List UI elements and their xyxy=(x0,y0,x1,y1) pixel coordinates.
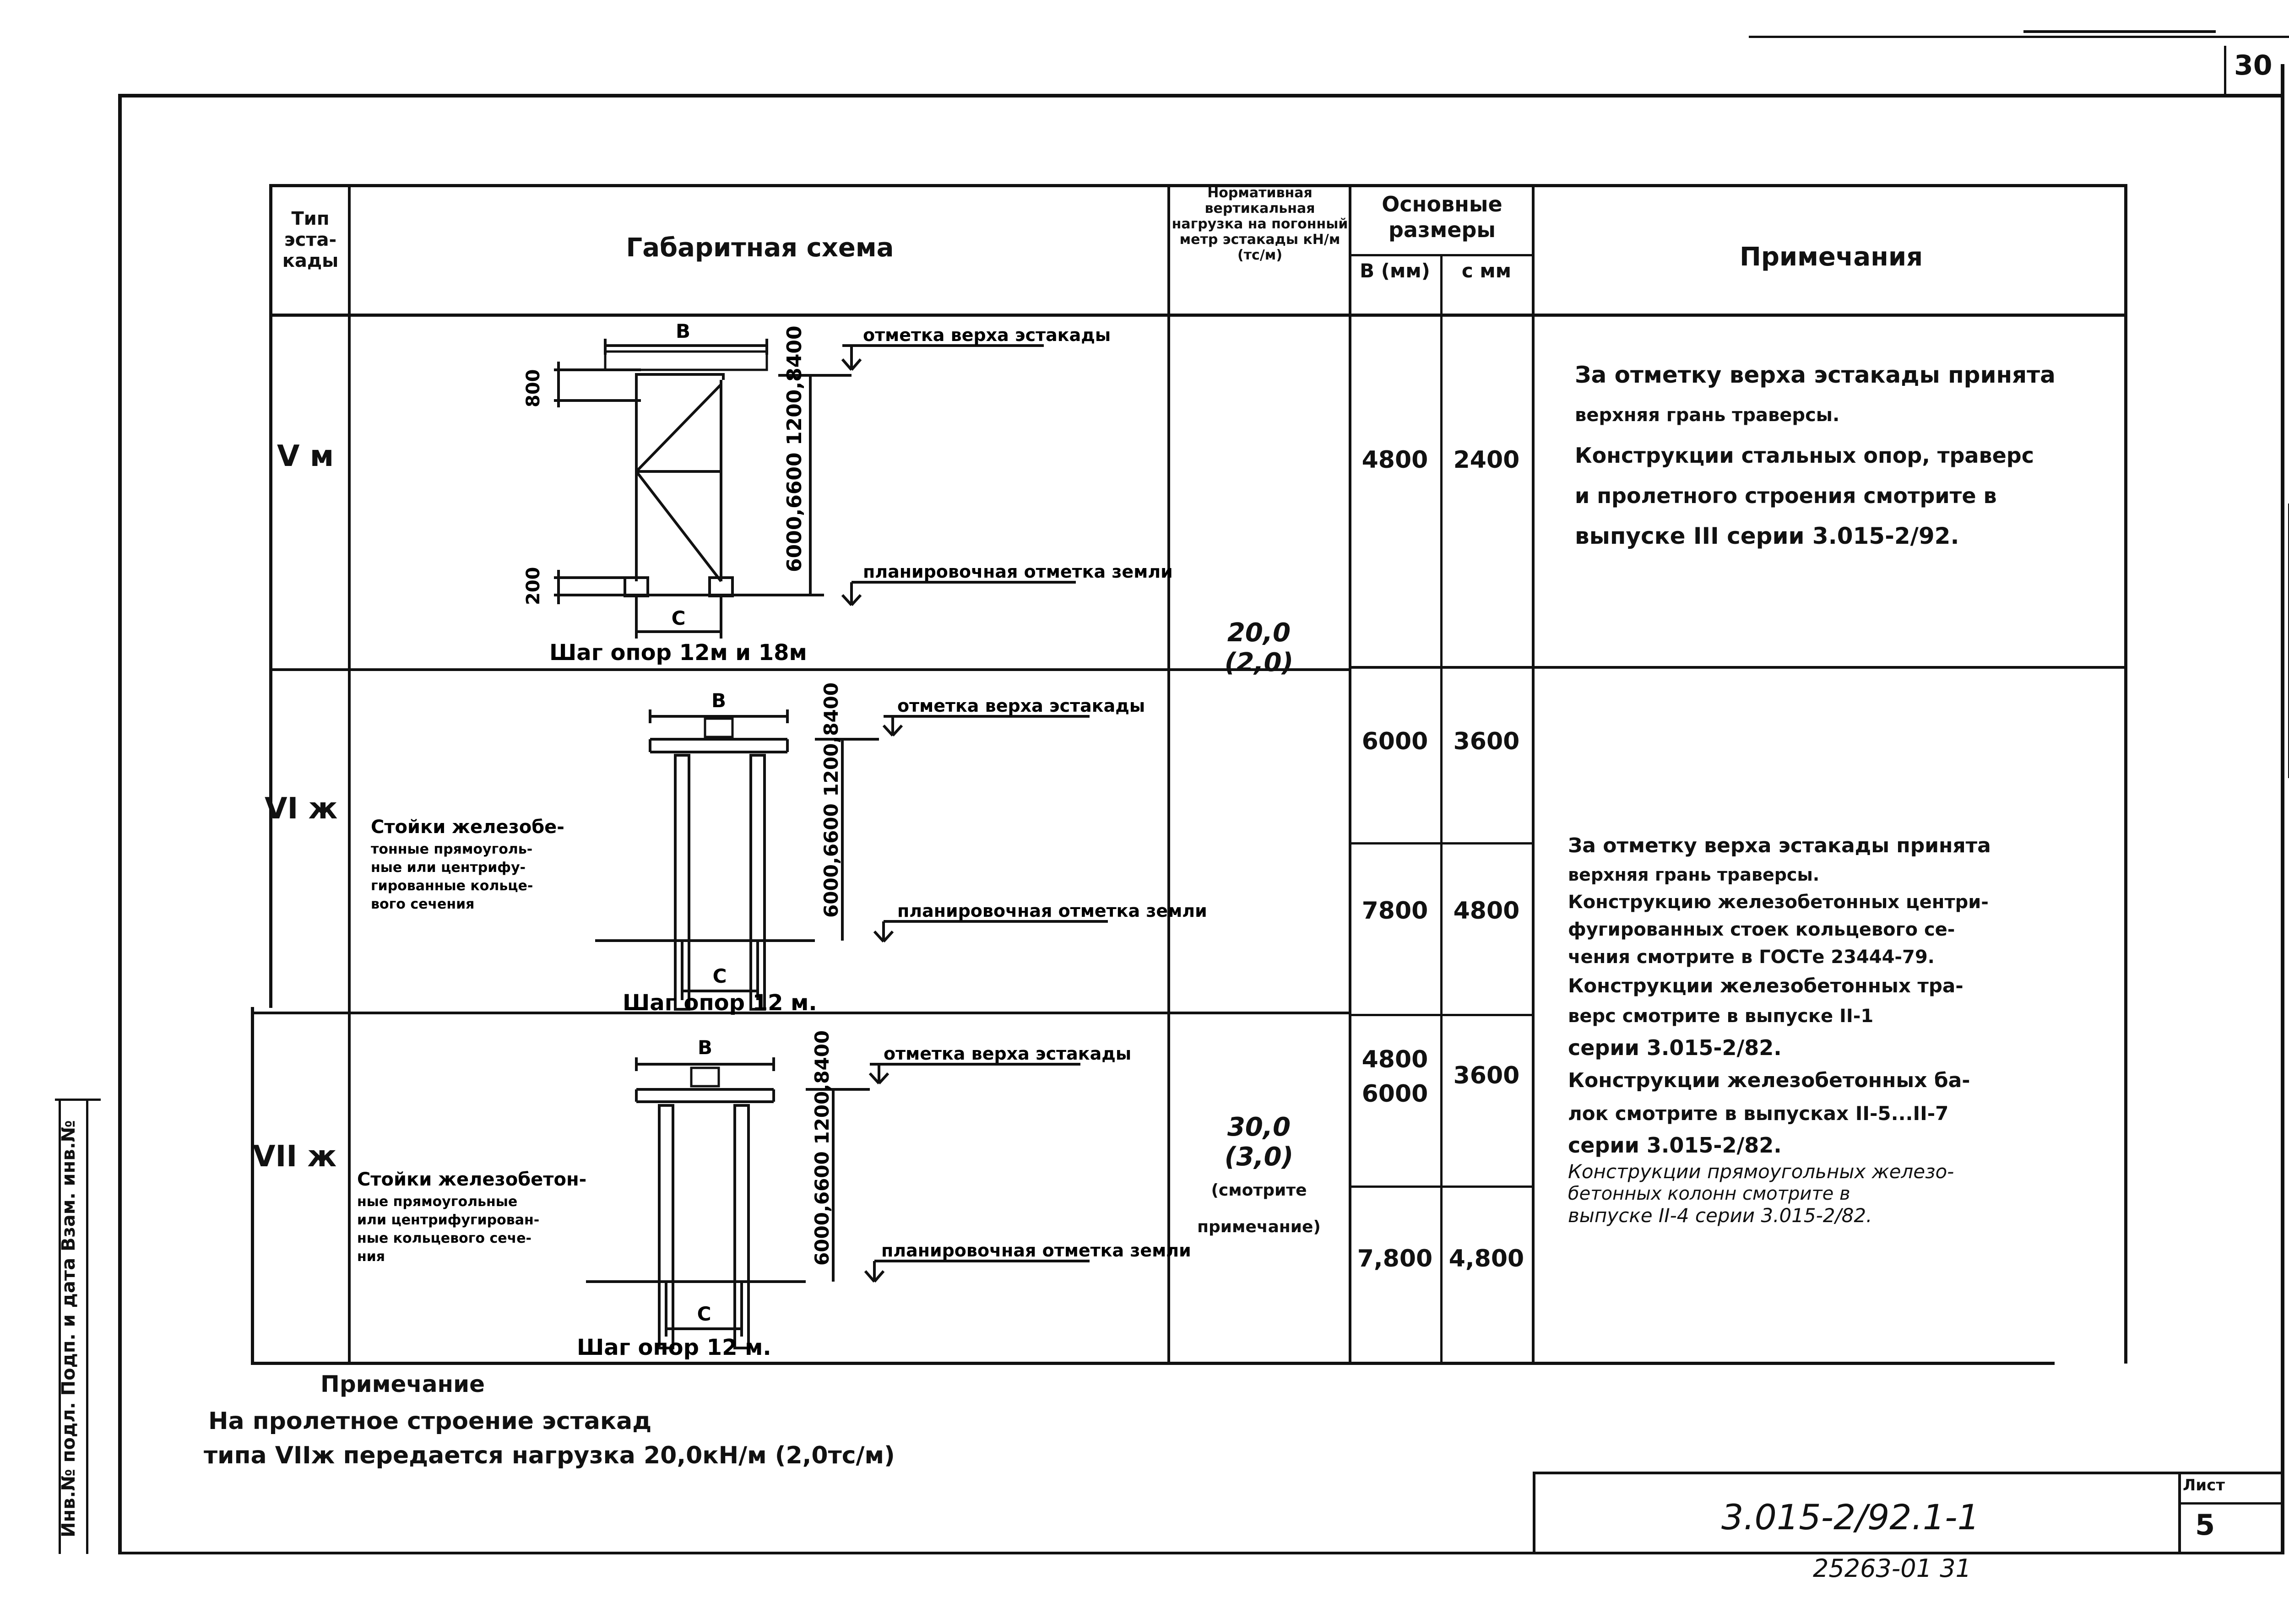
dims-header-split xyxy=(1349,254,1533,256)
rc-support-svg-1 xyxy=(357,671,1207,1016)
row3-top-mark: отметка верха эстакады xyxy=(884,1044,1132,1064)
rc-support-svg-2 xyxy=(348,1014,1191,1362)
notes-group2 xyxy=(1568,831,2124,1227)
notes-g2-line-11: серии 3.015-2/82. xyxy=(1568,1133,1782,1158)
row2-col-note-3: ные или центрифу- xyxy=(371,860,526,876)
top-stroke-2 xyxy=(2023,30,2216,33)
header-notes: Примечания xyxy=(1739,242,1923,272)
frame-right-line xyxy=(2281,64,2284,1554)
row3-b-3: 7,800 xyxy=(1357,1245,1433,1272)
row2-col-note-4: гированные кольце- xyxy=(371,878,533,894)
row2-label-c: С xyxy=(712,965,727,987)
diagram-row-3 xyxy=(348,1014,1191,1362)
row3-col-note-2: ные прямоугольные xyxy=(357,1194,518,1210)
row-sep-1-right xyxy=(1349,666,2127,669)
stamp-line-2 xyxy=(86,1099,88,1554)
row1-b: 4800 xyxy=(1361,446,1428,474)
notes-g2-italic-3: выпуске II-4 серии 3.015-2/82. xyxy=(1568,1204,1872,1227)
sheet-label: Лист xyxy=(2183,1476,2225,1494)
header-b: В (мм) xyxy=(1360,260,1430,282)
notes-g2-line-3: Конструкцию железобетонных центри- xyxy=(1568,892,1989,913)
row-sep-dims-7800-4800 xyxy=(1349,1014,1533,1016)
notes-g2-line-1: За отметку верха эстакады принята xyxy=(1568,834,1991,857)
sheet-no: 5 xyxy=(2195,1508,2215,1542)
row2-height-dims: 6000,6600 1200,8400 xyxy=(820,682,842,918)
notes-g1-line-1: За отметку верха эстакады принята xyxy=(1575,362,2056,388)
frame-left-line xyxy=(118,94,122,1554)
table-left xyxy=(269,184,272,1008)
row2-c-1: 3600 xyxy=(1453,728,1520,755)
notes-g2-line-7: верс смотрите в выпуске II-1 xyxy=(1568,1006,1874,1027)
header-type: Тип эста-кады xyxy=(282,208,339,271)
footnote-line-1: На пролетное строение эстакад xyxy=(208,1407,652,1435)
load-group2-note: примечание) xyxy=(1197,1218,1321,1236)
row1-label-c: С xyxy=(671,607,686,629)
row-type-1: V м xyxy=(277,439,334,473)
load-group2-value: 30,0 xyxy=(1227,1112,1291,1142)
row3-col-note-3: или центрифугирован- xyxy=(357,1212,540,1228)
row1-top-mark: отметка верха эстакады xyxy=(863,325,1111,345)
notes-g2-line-10: лок смотрите в выпусках II-5...II-7 xyxy=(1568,1102,1949,1125)
notes-g2-line-8: серии 3.015-2/82. xyxy=(1568,1035,1782,1060)
bottom-code: 25263-01 31 xyxy=(1813,1554,1971,1583)
load-group2-see: (смотрите xyxy=(1211,1181,1307,1200)
header-scheme: Габаритная схема xyxy=(626,233,894,263)
row-type-3: VII ж xyxy=(253,1140,337,1174)
row1-dim-bottom: 200 xyxy=(523,567,544,605)
row-sep-dims-last xyxy=(1349,1186,1533,1188)
row-type-2: VI ж xyxy=(265,792,338,826)
diagram-row-1 xyxy=(504,316,1173,668)
sheet-number-top: 30 xyxy=(2234,49,2273,81)
row3-label-b: В xyxy=(697,1036,713,1059)
row3-b-1: 4800 xyxy=(1361,1046,1428,1073)
row2-col-note-2: тонные прямоуголь- xyxy=(371,841,533,857)
stamp-line-3 xyxy=(55,1099,101,1101)
row1-height-dims: 6000,6600 1200,8400 xyxy=(783,325,806,572)
notes-g1-line-2: верхняя грань траверсы. xyxy=(1575,405,1840,426)
sheet-number-box-left xyxy=(2224,46,2226,96)
row2-c-2: 4800 xyxy=(1453,897,1520,925)
notes-g2-italic-2: бетонных колонн смотрите в xyxy=(1568,1183,1850,1204)
notes-g1-line-4: и пролетного строения смотрите в xyxy=(1575,483,1997,508)
titleblock-sheet-sep xyxy=(2178,1472,2181,1554)
notes-g2-line-4: фугированных стоек кольцевого се- xyxy=(1568,919,1955,940)
doc-code: 3.015-2/92.1-1 xyxy=(1721,1497,1980,1537)
header-c: с мм xyxy=(1461,260,1512,282)
notes-g2-italic-1: Конструкции прямоугольных железо- xyxy=(1568,1160,1954,1183)
row3-height-dims: 6000,6600 1200,8400 xyxy=(811,1030,833,1266)
load-group1-paren: (2,0) xyxy=(1224,648,1294,677)
row2-ground-mark: планировочная отметка земли xyxy=(897,901,1207,921)
titleblock-left xyxy=(1533,1472,1535,1554)
table-left-lower xyxy=(251,1007,254,1364)
notes-g2-line-9: Конструкции железобетонных ба- xyxy=(1568,1069,1970,1092)
titleblock-sheet-mid xyxy=(2178,1502,2284,1505)
steel-support-svg xyxy=(504,316,1173,668)
row3-col-note-5: ния xyxy=(357,1249,385,1265)
notes-group1 xyxy=(1575,355,2124,556)
row2-label-b: В xyxy=(711,689,727,712)
notes-g2-line-6: Конструкции железобетонных тра- xyxy=(1568,974,1964,997)
diagram-row-2 xyxy=(357,671,1207,1016)
row3-ground-mark: планировочная отметка земли xyxy=(881,1240,1191,1261)
col-sep-scheme xyxy=(1167,184,1170,1364)
row1-c: 2400 xyxy=(1453,446,1520,474)
header-dims: Основные размеры xyxy=(1382,192,1502,242)
row1-ground-mark: планировочная отметка земли xyxy=(863,562,1173,582)
row3-label-c: С xyxy=(697,1303,711,1325)
row3-c-1: 3600 xyxy=(1453,1062,1520,1089)
row3-col-note-4: ные кольцевого сече- xyxy=(357,1230,532,1246)
header-load: Нормативная вертикальная нагрузка на погонный метр эстакады кН/м (тс/м) xyxy=(1172,185,1348,263)
row2-top-mark: отметка верха эстакады xyxy=(897,696,1145,716)
notes-g2-line-2: верхняя грань траверсы. xyxy=(1568,865,1820,885)
footnote-line-2: типа VIIж передается нагрузка 20,0кН/м (2,0тс/м) xyxy=(204,1442,895,1469)
row3-step: Шаг опор 12 м. xyxy=(577,1335,771,1360)
notes-g2-line-5: чения смотрите в ГОСТе 23444-79. xyxy=(1568,947,1935,968)
row1-dim-top: 800 xyxy=(523,369,544,407)
row3-b-2: 6000 xyxy=(1361,1080,1428,1108)
load-group1-value: 20,0 xyxy=(1227,618,1291,648)
titleblock-top xyxy=(1533,1472,2284,1474)
row-sep-dims-6000-7800 xyxy=(1349,842,1533,844)
load-group2-paren: (3,0) xyxy=(1224,1142,1294,1172)
row3-col-note-1: Стойки железобетон- xyxy=(357,1169,587,1190)
side-stamp: Инв.№ подл. Подп. и дата Взам. инв.№ xyxy=(58,1120,79,1537)
row2-step: Шаг опор 12 м. xyxy=(623,990,817,1016)
row3-c-2: 4,800 xyxy=(1448,1245,1524,1272)
row1-step: Шаг опор 12м и 18м xyxy=(549,640,807,666)
row2-col-note-1: Стойки железобе- xyxy=(371,817,564,838)
row2-b-2: 7800 xyxy=(1361,897,1428,925)
col-sep-b xyxy=(1440,254,1443,1364)
footnote-title: Примечание xyxy=(320,1371,485,1397)
top-stroke xyxy=(1749,36,2289,38)
notes-g1-line-5: выпуске III серии 3.015-2/92. xyxy=(1575,523,1959,549)
row2-col-note-5: вого сечения xyxy=(371,896,475,912)
notes-g1-line-3: Конструкции стальных опор, траверс xyxy=(1575,443,2034,468)
row2-b-1: 6000 xyxy=(1361,728,1428,755)
row1-label-b: В xyxy=(675,320,691,342)
table-bottom xyxy=(251,1362,2055,1365)
table-right xyxy=(2124,184,2127,1364)
frame-top-line xyxy=(118,94,2284,97)
